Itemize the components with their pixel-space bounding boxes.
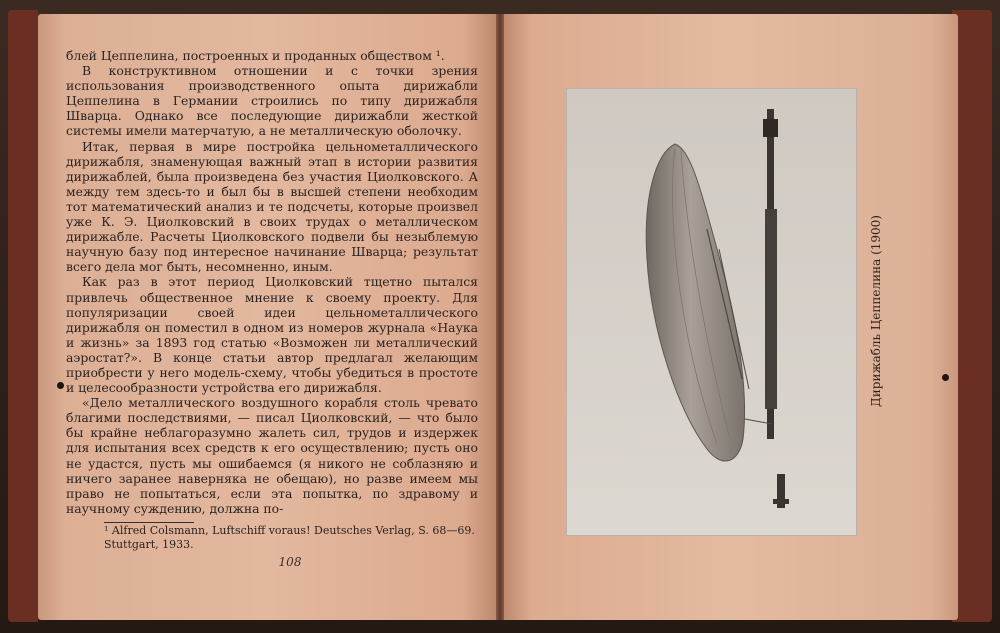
footnote: ¹ Alfred Colsmann, Luftschiff voraus! Deutsches Verlag, S. 68—69. Stuttgart, 1933. <box>104 524 475 551</box>
paragraph-quote: «Дело металлического воздушного корабля столь чревато благими последствиями, — писал Циолковский, — что было бы крайне неблагоразумно жалеть сил, трудов и издержек для испытания всех средств к его осуществлению; пусть оно не удастся, пусть мы ошибаемся (я никого не соблазняю и ничего заранее наверняка не обещаю), но разве имеем мы право не попытаться, если эта попытка, по здравому и научному суждению, должна по- <box>66 395 478 516</box>
zeppelin-airship-image <box>567 89 856 535</box>
footnote-divider <box>104 522 194 523</box>
binding-hole <box>57 382 64 389</box>
paragraph-continuation: блей Цеппелина, построенных и проданных обществом ¹. <box>66 48 445 63</box>
paragraph: Итак, первая в мире постройка цельнометаллического дирижабля, знаменующая важный этап в истории развития дирижаблей, была произведена без участия Циолковского. А между тем здесь-то и был бы в высшей степени необходим тот математический анализ и те подсчеты, которые произвел уже К. Э. Циолковский в своих трудах о металлическом дирижабле. Расчеты Циолковского подвели бы незыблемую научную базу под интересное начинание Шварца; результат всего дела мог быть, несомненно, иным. <box>66 138 478 275</box>
book-cover-left-edge <box>8 10 38 622</box>
book-gutter <box>496 14 504 620</box>
binding-hole <box>942 374 949 381</box>
book-cover-right-edge <box>952 10 992 622</box>
page-number: 108 <box>278 555 302 569</box>
photo-caption: Дирижабль Цеппелина (1900) <box>869 215 884 407</box>
paragraph: Как раз в этот период Циолковский тщетно пытался привлечь общественное мнение к своему проекту. Для популяризации своей идеи цельнометаллического дирижабля он поместил в одном из номеров журнала «Наука и жизнь» за 1893 год статью «Возможен ли металлический аэростат?». В конце статьи автор предлагал желающим приобрести у него модель-схему, чтобы убедиться в простоте и целесообразности устройства его дирижабля. <box>66 274 478 396</box>
zeppelin-photo <box>566 88 857 536</box>
paragraph: В конструктивном отношении и с точки зрения использования производственного опыта дирижабли Цеппелина в Германии строились по типу дирижабля Шварца. Однако все последующие дирижабли жесткой системы имели матерчатую, а не металлическую оболочку. <box>66 63 478 139</box>
body-text <box>66 48 478 516</box>
